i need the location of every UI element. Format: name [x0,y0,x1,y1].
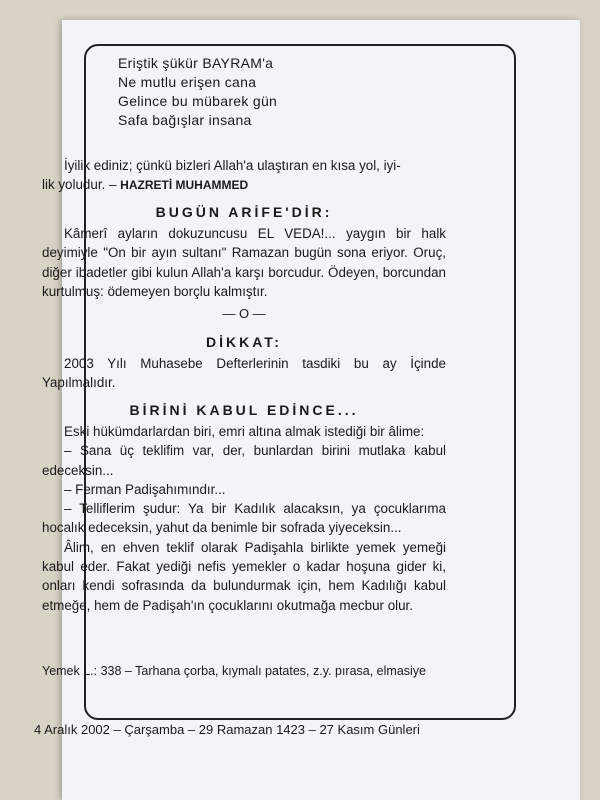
quote-line-2-text: lik yoludur. – [42,177,117,193]
story-paragraph: Âlim, en ehven teklif olarak Padişahla birlikte yemek yemeği kabul eder. Fakat yediği nefis yemekler o kadar hoşuna gider ki, onları kendi sofrasında da bulundurmak için, hem Kadılığı kabul etmeğe, hem de Padişah'ın çocuklarını okutmağa mecbur olur. [42,539,446,613]
hadith-quote [42,156,446,196]
dikkat-heading: DİKKAT: [206,334,282,350]
story-paragraph: – Telliflerim şudur: Ya bir Kadılık alacaksın, ya çocuklarıma hocalık edeceksin, yahut da benimle bir sofrada yiyeceksin... [42,501,446,536]
poem [118,54,277,130]
story-body [42,422,446,615]
dikkat-text: 2003 Yılı Muhasebe Defterlerinin tasdiki bu ay İçinde Yapılmalıdır. [42,356,446,391]
story-paragraph: – Sana üç teklifim var, der, bunlardan birini mutlaka kabul edeceksin... [42,443,446,478]
quote-line-1: İyilik ediniz; çünkü bizleri Allah'a ulaştıran en kısa yol, iyi- [64,158,401,173]
separator: — O — [222,306,266,321]
story-paragraph: – Ferman Padişahımındır... [64,481,226,497]
quote-author: HAZRETİ MUHAMMED [120,178,249,193]
daily-menu: Yemek L.: 338 – Tarhana çorba, kıymalı patates, z.y. pırasa, elmasiye [42,664,426,678]
poem-line: Safa bağışlar insana [118,112,252,128]
story-paragraph: Eski hükümdarlardan biri, emri altına almak istediği bir âlime: [64,424,425,439]
quote-line-2 [42,175,446,195]
poem-line: Eriştik şükür BAYRAM'a [118,55,274,71]
story-heading: BİRİNİ KABUL EDİNCE... [129,402,359,418]
date-footer: 4 Aralık 2002 – Çarşamba – 29 Ramazan 1423 – 27 Kasım Günleri [34,722,420,737]
arife-heading: BUGÜN ARİFE'DİR: [155,204,333,220]
poem-line: Gelince bu mübarek gün [118,93,278,109]
arife-text: Kâmerî ayların dokuzuncusu EL VEDA!... yaygın bir halk deyimiyle "On bir ayın sultanı" Ramazan bugün sona eriyor. Oruç, diğer ibadetler gibi kulun Allah'a karşı borcudur. Ödeyen, borcundan kurtulmuş: ödemeyen borçlu kalmıştır. [42,226,446,299]
poem-line: Ne mutlu erişen cana [118,74,257,90]
